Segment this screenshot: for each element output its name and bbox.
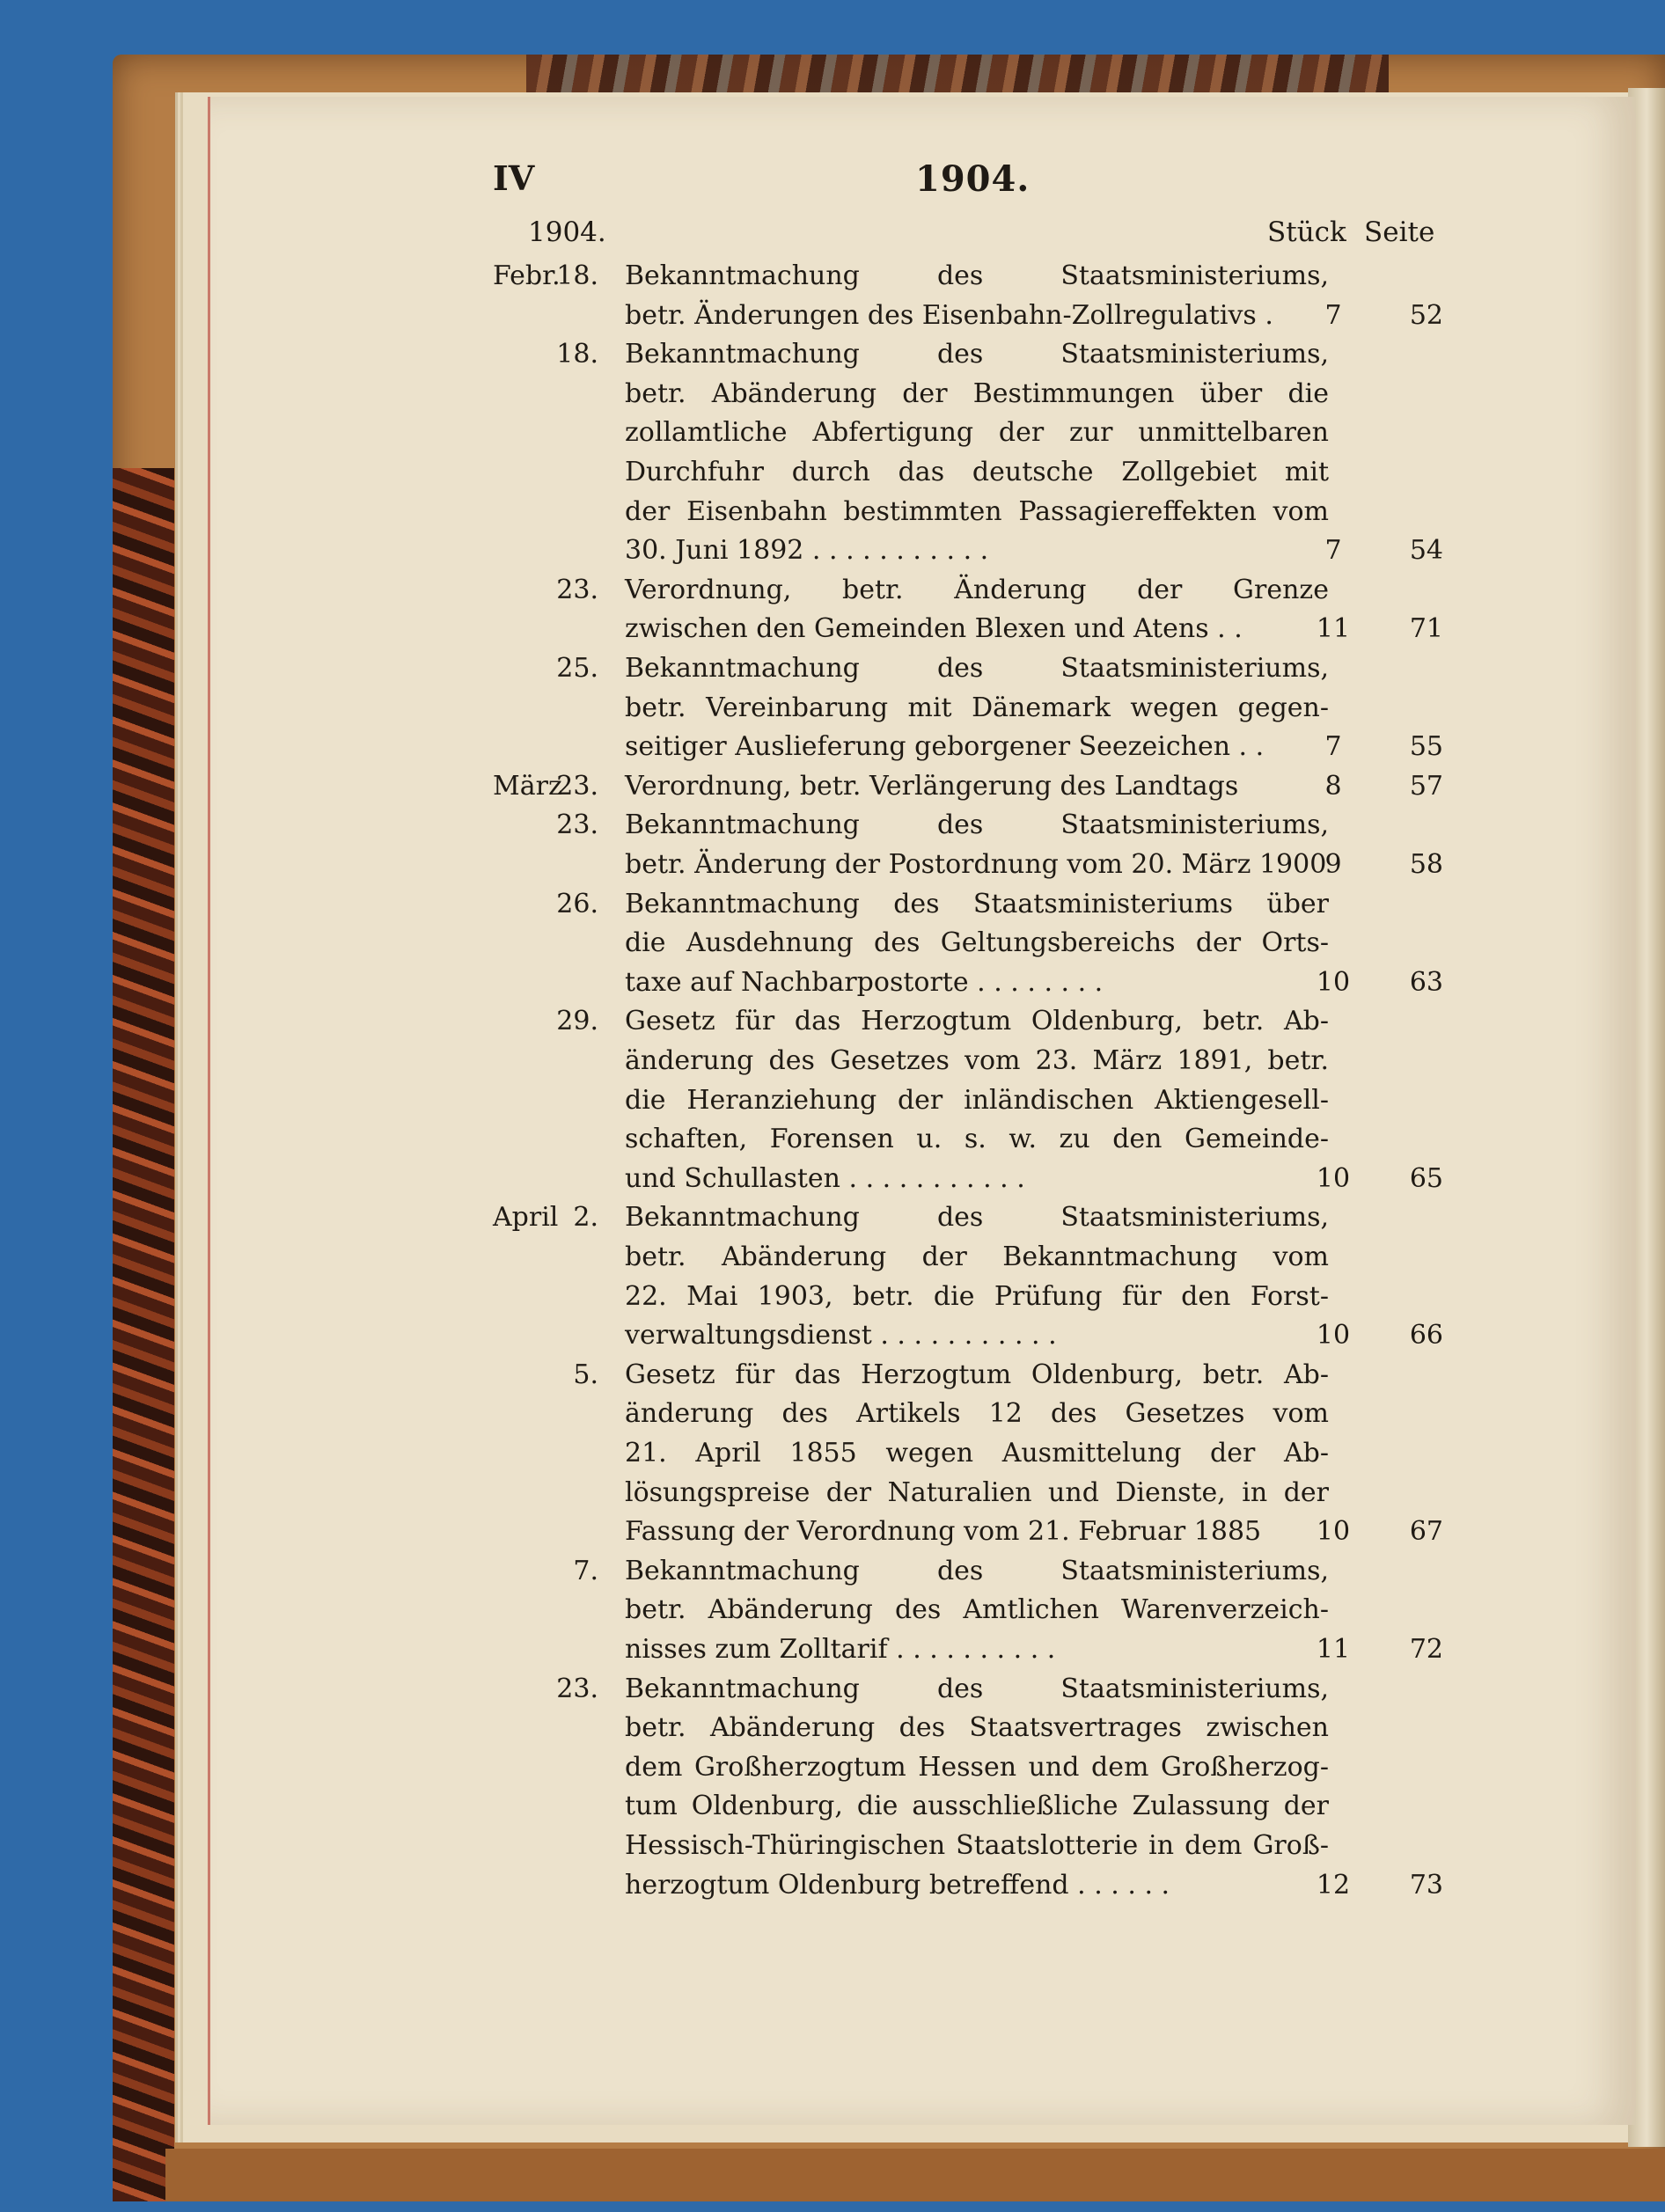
- entry-seite: 57: [1409, 770, 1443, 802]
- entry-seite: 67: [1409, 1516, 1443, 1548]
- entry-month: April: [493, 1202, 559, 1234]
- entry-month: März: [493, 770, 562, 802]
- entry-seite: 66: [1409, 1320, 1443, 1351]
- entry-line: [493, 257, 1443, 296]
- entry-stueck: 9: [1324, 849, 1342, 880]
- entry-text: 30. Juni 1892 . . . . . . . . . . .: [625, 535, 989, 567]
- entry-text: Hessisch-Thüringischen Staatslotterie in dem Groß-: [625, 1830, 1329, 1861]
- entry-stueck: 10: [1316, 966, 1351, 998]
- entry-text: Bekanntmachung des Staatsministeriums,: [625, 653, 1329, 684]
- entry-text: nisses zum Zolltarif . . . . . . . . . .: [625, 1634, 1056, 1665]
- entry-line: [493, 375, 1443, 414]
- entry-stueck: 12: [1316, 1869, 1351, 1901]
- entry-text: dem Großherzogtum Hessen und dem Großherzog-: [625, 1751, 1329, 1783]
- entry-line: [493, 846, 1443, 884]
- entry-seite: 73: [1409, 1869, 1443, 1901]
- entry-text: Verordnung, betr. Verlängerung des Landtags: [625, 770, 1239, 802]
- entry-line: [493, 1866, 1443, 1905]
- entry-day: 26.: [556, 888, 598, 919]
- entry-line: [493, 1238, 1443, 1277]
- entry-line: [493, 297, 1443, 335]
- entry-day: 23.: [556, 1673, 598, 1704]
- entry-line: [493, 1787, 1443, 1826]
- entry-line: [493, 1356, 1443, 1395]
- entry-text: Fassung der Verordnung vom 21. Februar 1885: [625, 1516, 1262, 1548]
- entry-stueck: 7: [1324, 535, 1342, 567]
- entry-text: 21. April 1855 wegen Ausmittelung der Ab-: [625, 1438, 1329, 1469]
- entry-line: [493, 1081, 1443, 1120]
- entry-line: [493, 1670, 1443, 1709]
- entry-line: [493, 1002, 1443, 1041]
- entry-stueck: 8: [1324, 770, 1342, 802]
- entry-stueck: 10: [1316, 1516, 1351, 1548]
- entry-day: 23.: [556, 809, 598, 841]
- entry-day: 29.: [556, 1006, 598, 1037]
- entry-line: [493, 1748, 1443, 1787]
- entry-line: [493, 1630, 1443, 1669]
- entry-text: betr. Abänderung der Bekanntmachung vom: [625, 1242, 1329, 1272]
- entry-day: 23.: [556, 574, 598, 605]
- entry-seite: 55: [1409, 731, 1443, 763]
- entry-line: [493, 335, 1443, 374]
- entry-text: taxe auf Nachbarpostorte . . . . . . . .: [625, 966, 1104, 998]
- entry-seite: 71: [1409, 613, 1443, 645]
- entry-line: [493, 1198, 1443, 1237]
- entry-text: Bekanntmachung des Staatsministeriums,: [625, 1673, 1329, 1704]
- entry-stueck: 10: [1316, 1320, 1351, 1351]
- entry-line: [493, 1120, 1443, 1159]
- entry-line: [493, 1513, 1443, 1551]
- entry-text: schaften, Forensen u. s. w. zu den Gemeinde-: [625, 1124, 1329, 1155]
- entry-text: tum Oldenburg, die ausschließliche Zulassung der: [625, 1791, 1329, 1822]
- entry-day: 18.: [556, 260, 598, 291]
- entry-day: 23.: [556, 770, 598, 802]
- entry-seite: 54: [1409, 535, 1443, 567]
- entry-line: [493, 453, 1443, 492]
- entry-line: [493, 1042, 1443, 1080]
- entry-day: 7.: [573, 1555, 598, 1586]
- entry-text: Bekanntmachung des Staatsministeriums,: [625, 1202, 1329, 1234]
- entry-month: Febr.: [493, 260, 561, 291]
- entry-line: [493, 1395, 1443, 1433]
- entry-line: [493, 806, 1443, 845]
- entry-text: verwaltungsdienst . . . . . . . . . . .: [625, 1320, 1057, 1351]
- entry-text: betr. Änderungen des Eisenbahn-Zollregulativs .: [625, 299, 1273, 331]
- entry-text: die Heranziehung der inländischen Aktiengesell-: [625, 1084, 1329, 1116]
- entry-text: betr. Änderung der Postordnung vom 20. März 1900: [625, 849, 1327, 880]
- entry-text: betr. Vereinbarung mit Dänemark wegen gegen-: [625, 692, 1329, 723]
- entry-text: Durchfuhr durch das deutsche Zollgebiet mit: [625, 457, 1329, 487]
- entry-line: [493, 610, 1443, 648]
- entry-text: Bekanntmachung des Staatsministeriums,: [625, 809, 1329, 841]
- entry-seite: 58: [1409, 849, 1443, 880]
- entry-line: [493, 1160, 1443, 1198]
- entry-day: 5.: [573, 1359, 598, 1390]
- column-header-seite: Seite: [1364, 216, 1435, 248]
- entry-text: betr. Abänderung des Staatsvertrages zwischen: [625, 1712, 1329, 1744]
- entry-stueck: 7: [1324, 299, 1342, 331]
- entry-text: zollamtliche Abfertigung der zur unmittelbaren: [625, 417, 1329, 449]
- entry-text: betr. Abänderung der Bestimmungen über die: [625, 377, 1329, 409]
- entry-text: seitiger Auslieferung geborgener Seezeichen . .: [625, 731, 1265, 763]
- column-header-year: 1904.: [528, 216, 606, 248]
- entry-seite: 65: [1409, 1162, 1443, 1194]
- entry-line: [493, 493, 1443, 531]
- entry-text: 22. Mai 1903, betr. die Prüfung für den Forst-: [625, 1280, 1329, 1312]
- entry-line: [493, 728, 1443, 766]
- entry-line: [493, 924, 1443, 963]
- entry-line: [493, 414, 1443, 452]
- entry-line: [493, 1474, 1443, 1513]
- entry-stueck: 7: [1324, 731, 1342, 763]
- marbled-spine: [113, 468, 174, 2201]
- page-number: IV: [493, 158, 535, 198]
- entry-line: [493, 1434, 1443, 1473]
- entry-line: [493, 885, 1443, 924]
- entry-line: [493, 1709, 1443, 1747]
- entry-text: Bekanntmachung des Staatsministeriums,: [625, 260, 1329, 291]
- entry-line: [493, 767, 1443, 806]
- entry-text: und Schullasten . . . . . . . . . . .: [625, 1162, 1025, 1194]
- entry-day: 2.: [573, 1202, 598, 1234]
- page-title-year: 1904.: [915, 158, 1031, 200]
- entry-text: die Ausdehnung des Geltungsbereichs der Orts-: [625, 927, 1329, 959]
- entry-day: 25.: [556, 653, 598, 684]
- entry-line: [493, 531, 1443, 570]
- entry-line: [493, 963, 1443, 1002]
- entry-line: [493, 571, 1443, 610]
- entry-stueck: 11: [1316, 613, 1351, 645]
- entry-text: Bekanntmachung des Staatsministeriums über: [625, 888, 1329, 919]
- entry-text: der Eisenbahn bestimmten Passagiereffekten vom: [625, 495, 1329, 527]
- entry-line: [493, 649, 1443, 688]
- entry-text: Verordnung, betr. Änderung der Grenze: [625, 574, 1329, 605]
- entry-text: zwischen den Gemeinden Blexen und Atens . .: [625, 613, 1243, 645]
- table-of-contents: [493, 158, 1443, 1918]
- entry-line: [493, 1316, 1443, 1355]
- entry-line: [493, 1591, 1443, 1630]
- entry-text: herzogtum Oldenburg betreffend . . . . . .: [625, 1869, 1170, 1901]
- column-header-stueck: Stück: [1267, 216, 1346, 248]
- entry-stueck: 10: [1316, 1162, 1351, 1194]
- entry-text: betr. Abänderung des Amtlichen Warenverzeich-: [625, 1594, 1329, 1626]
- entry-text: änderung des Artikels 12 des Gesetzes vom: [625, 1398, 1329, 1430]
- entry-line: [493, 1552, 1443, 1591]
- entry-text: Gesetz für das Herzogtum Oldenburg, betr. Ab-: [625, 1359, 1329, 1390]
- entry-line: [493, 689, 1443, 728]
- entry-day: 18.: [556, 339, 598, 370]
- entry-line: [493, 1827, 1443, 1865]
- entry-text: lösungspreise der Naturalien und Dienste, in der: [625, 1476, 1329, 1508]
- entry-text: Bekanntmachung des Staatsministeriums,: [625, 339, 1329, 370]
- entry-text: Bekanntmachung des Staatsministeriums,: [625, 1555, 1329, 1586]
- entry-seite: 63: [1409, 966, 1443, 998]
- entry-line: [493, 1278, 1443, 1316]
- leather-bottom-edge: [165, 2149, 1665, 2201]
- entry-seite: 52: [1409, 299, 1443, 331]
- entry-stueck: 11: [1316, 1634, 1351, 1665]
- entry-seite: 72: [1409, 1634, 1443, 1665]
- entry-text: Gesetz für das Herzogtum Oldenburg, betr. Ab-: [625, 1006, 1329, 1037]
- entry-text: änderung des Gesetzes vom 23. März 1891, betr.: [625, 1045, 1329, 1076]
